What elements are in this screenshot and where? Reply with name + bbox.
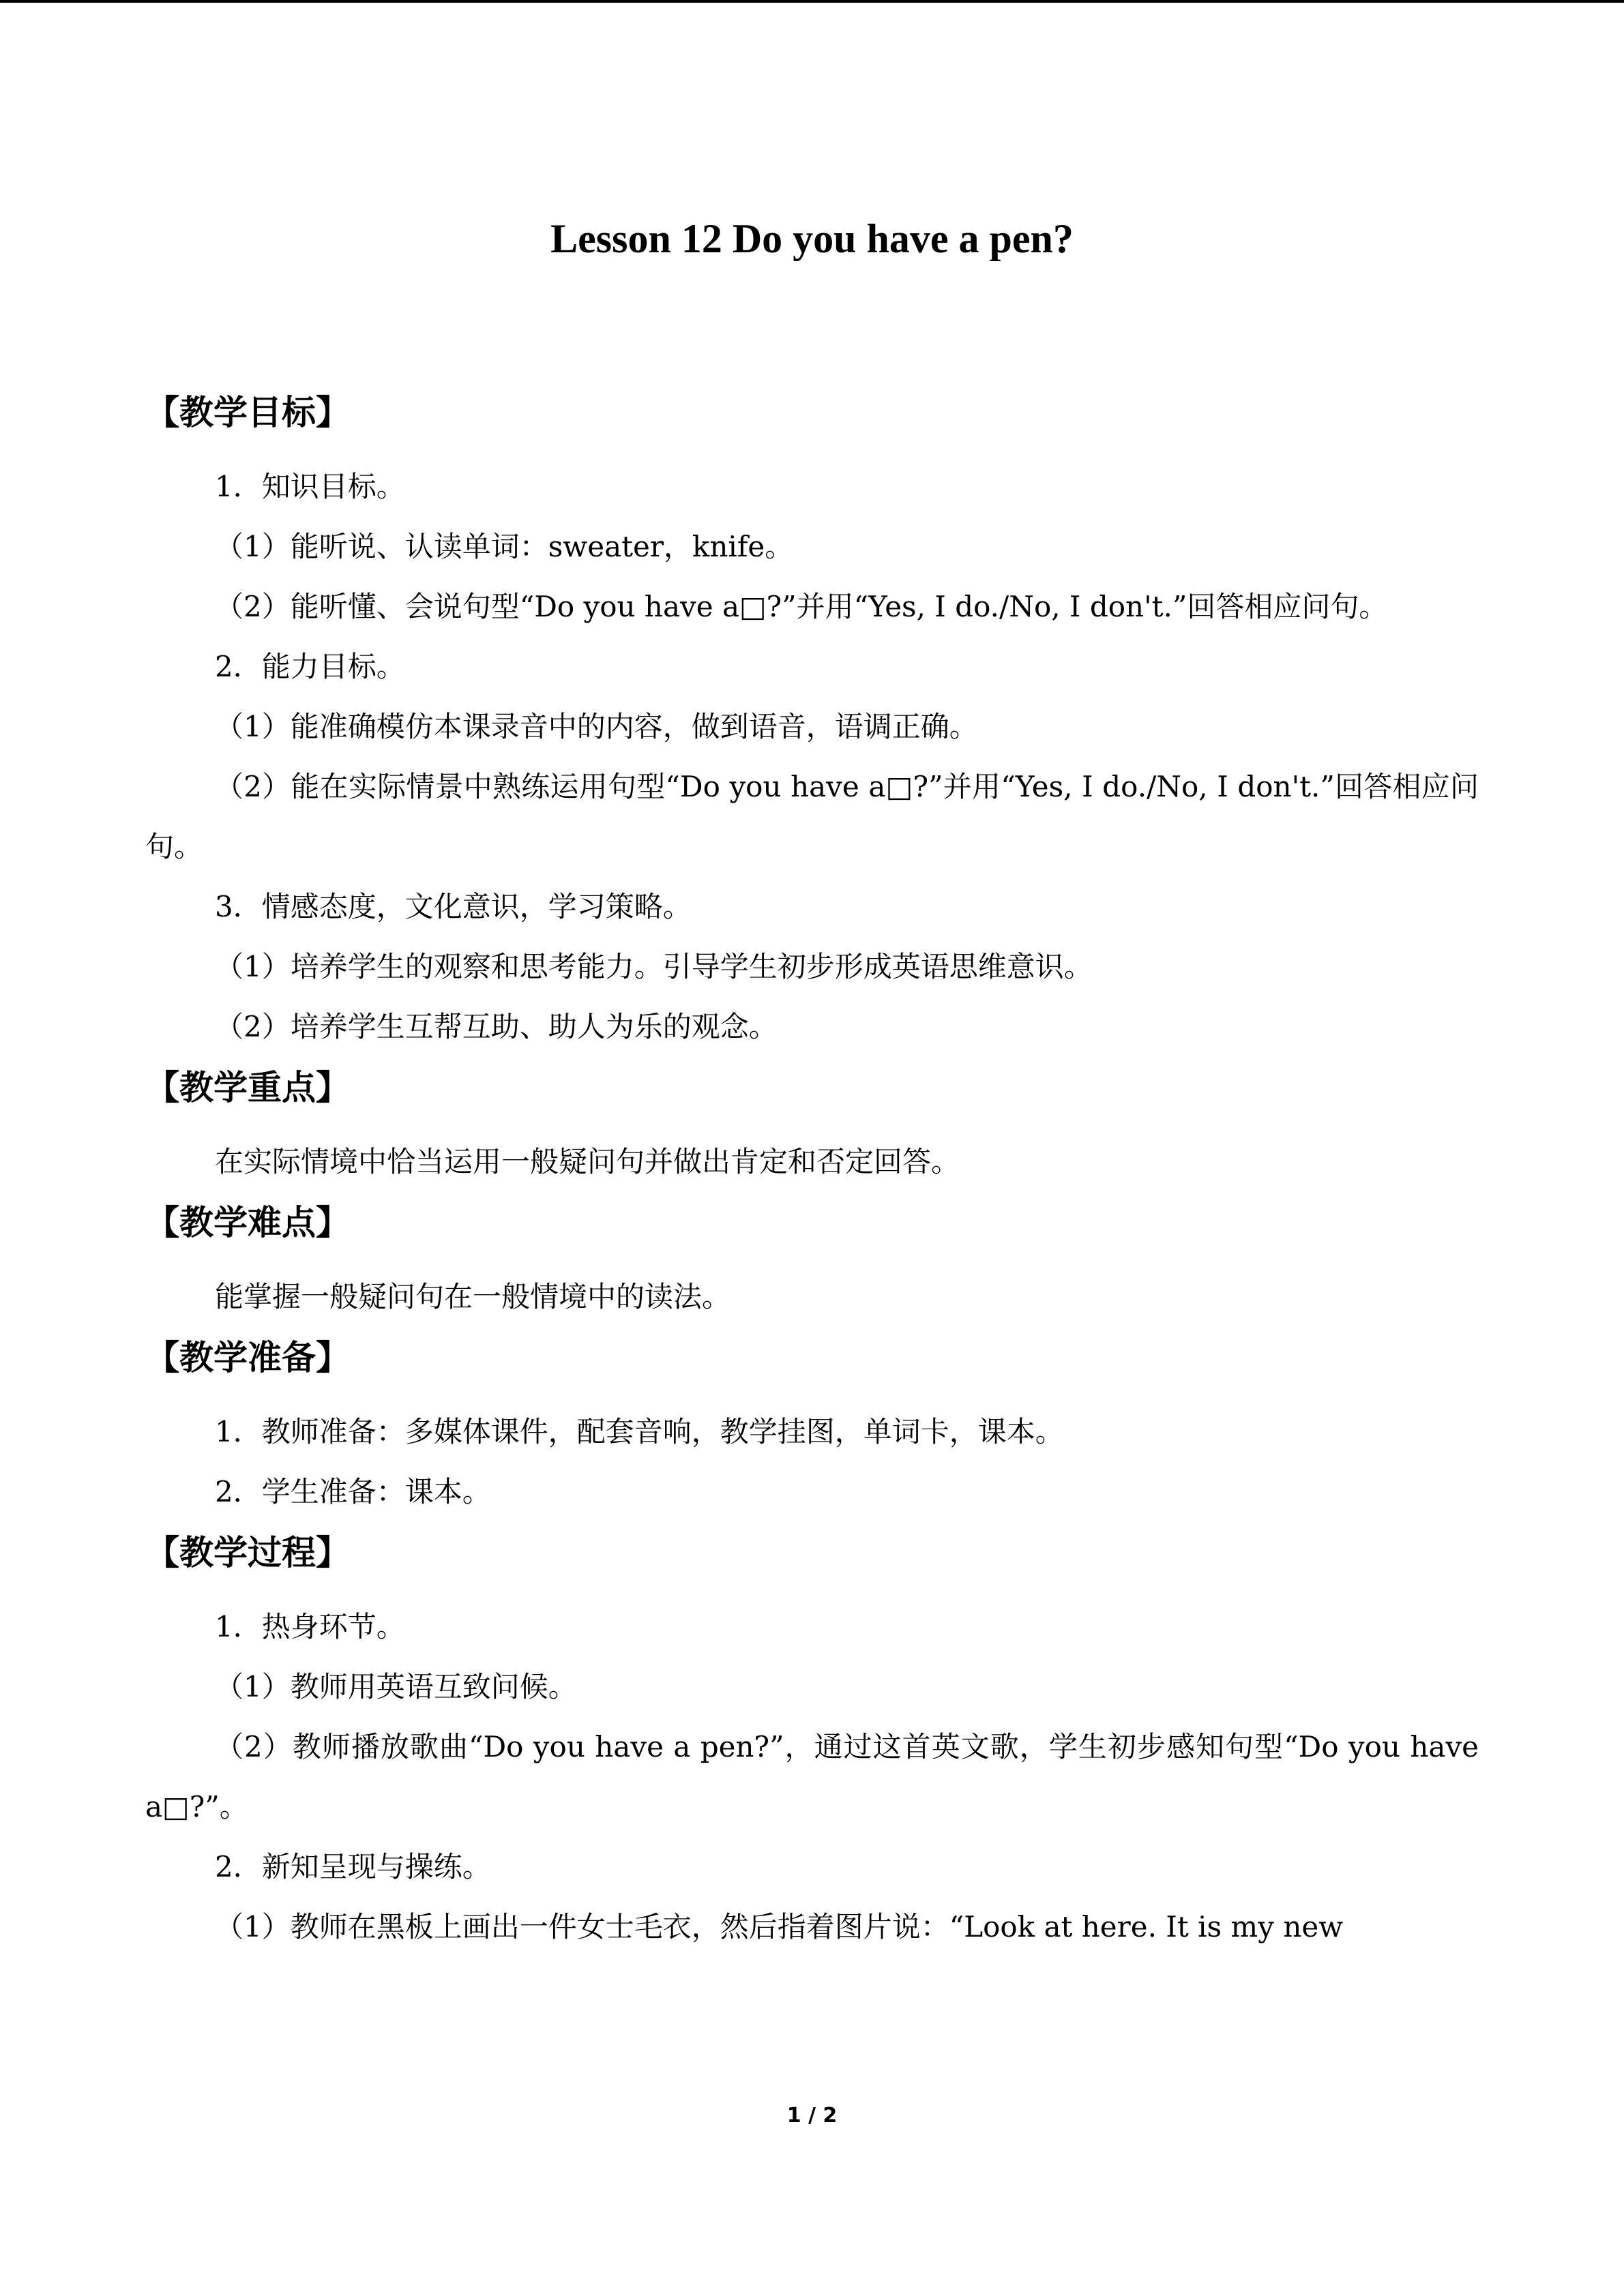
paragraph: （1）教师在黑板上画出一件女士毛衣，然后指着图片说：“Look at here. It is my new bbox=[215, 1910, 1344, 1943]
paragraph: 2．能力目标。 bbox=[215, 650, 405, 683]
paragraph: 2．学生准备：课本。 bbox=[215, 1475, 491, 1508]
section-heading-preparation: 【教学准备】 bbox=[145, 1338, 350, 1377]
paragraph: 1．热身环节。 bbox=[215, 1610, 405, 1643]
paragraph: 在实际情境中恰当运用一般疑问句并做出肯定和否定回答。 bbox=[215, 1145, 960, 1178]
page-number: 1 / 2 bbox=[786, 2104, 838, 2128]
paragraph: 1．教师准备：多媒体课件，配套音响，教学挂图，单词卡，课本。 bbox=[215, 1415, 1064, 1448]
document-title: Lesson 12 Do you have a pen? bbox=[550, 216, 1074, 261]
section-heading-difficulties: 【教学难点】 bbox=[145, 1203, 350, 1242]
paragraph: 3．情感态度，文化意识，学习策略。 bbox=[215, 890, 692, 923]
paragraph: 能掌握一般疑问句在一般情境中的读法。 bbox=[215, 1280, 731, 1313]
paragraph: （2）教师播放歌曲“Do you have a pen?”，通过这首英文歌，学生初步感知句型“Do you have a□?”。 bbox=[145, 1730, 1479, 1823]
paragraph: （1）能听说、认读单词：sweater，knife。 bbox=[215, 530, 794, 563]
section-heading-objectives: 【教学目标】 bbox=[145, 393, 350, 432]
paragraph: （1）能准确模仿本课录音中的内容，做到语音，语调正确。 bbox=[215, 710, 978, 743]
paragraph: （2）能在实际情景中熟练运用句型“Do you have a□?”并用“Yes, I do./No, I don't.”回答相应问句。 bbox=[145, 770, 1479, 863]
section-heading-procedure: 【教学过程】 bbox=[145, 1533, 350, 1572]
section-heading-key-points: 【教学重点】 bbox=[145, 1068, 350, 1107]
paragraph: （2）培养学生互帮互助、助人为乐的观念。 bbox=[215, 1010, 778, 1043]
paragraph: 2．新知呈现与操练。 bbox=[215, 1850, 491, 1883]
paragraph: 1．知识目标。 bbox=[215, 470, 405, 503]
document-body bbox=[145, 382, 1479, 1957]
paragraph: （2）能听懂、会说句型“Do you have a□?”并用“Yes, I do./No, I don't.”回答相应问句。 bbox=[215, 590, 1388, 623]
page-top-border bbox=[0, 0, 1624, 3]
paragraph: （1）教师用英语互致问候。 bbox=[215, 1670, 577, 1703]
paragraph: （1）培养学生的观察和思考能力。引导学生初步形成英语思维意识。 bbox=[215, 950, 1093, 983]
